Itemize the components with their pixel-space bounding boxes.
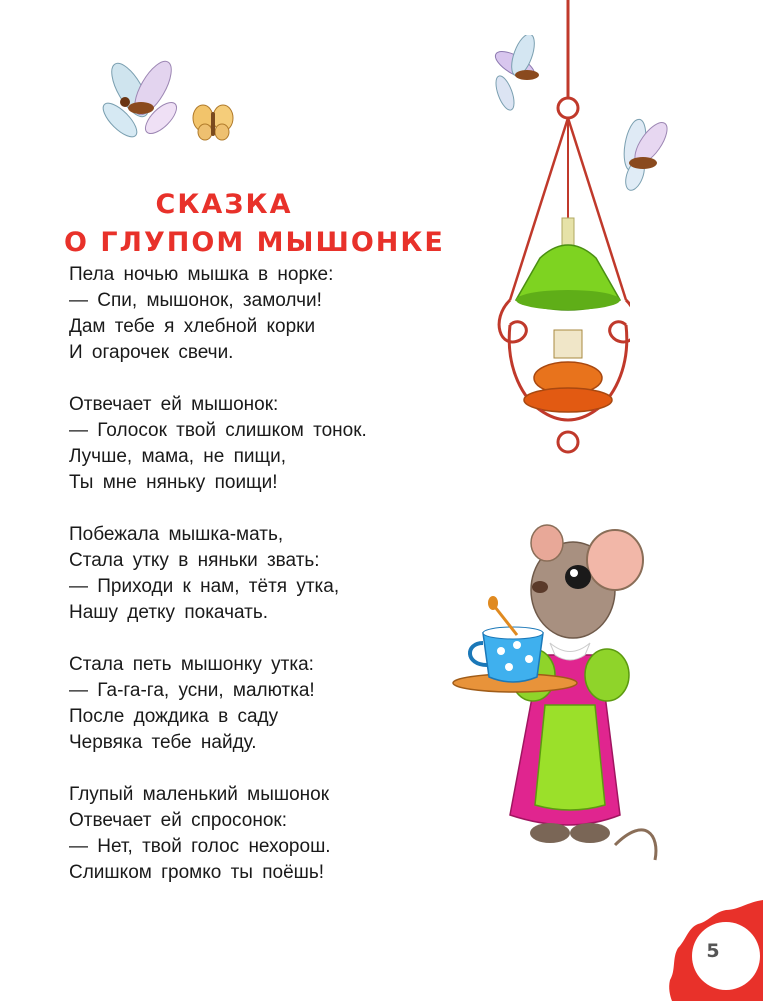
title-line-1: СКАЗКА xyxy=(155,189,293,220)
stanza-2 xyxy=(69,392,429,496)
stanza-1 xyxy=(69,262,429,366)
poem-line: После дождика в саду xyxy=(69,706,279,727)
poem-line: — Нет, твой голос нехорош. xyxy=(69,836,331,857)
poem-line: Побежала мышка-мать, xyxy=(69,524,284,545)
poem-line: Отвечает ей спросонок: xyxy=(69,810,287,831)
stanza-5 xyxy=(69,782,429,886)
poem-line: Нашу детку покачать. xyxy=(69,602,269,623)
poem-text xyxy=(69,262,429,912)
poem-line: Дам тебе я хлебной корки xyxy=(69,316,316,337)
poem-line: Слишком громко ты поёшь! xyxy=(69,862,325,883)
poem-line: И огарочек свечи. xyxy=(69,342,234,363)
hanging-lamp-icon xyxy=(480,0,630,470)
poem-line: Пела ночью мышка в норке: xyxy=(69,264,334,285)
mouse-with-teacup-icon xyxy=(445,515,675,880)
poem-line: Отвечает ей мышонок: xyxy=(69,394,279,415)
story-title xyxy=(64,186,445,262)
page-number: 5 xyxy=(706,940,720,962)
poem-line: — Спи, мышонок, замолчи! xyxy=(69,290,322,311)
poem-line: Глупый маленький мышонок xyxy=(69,784,330,805)
poem-line: — Га-га-га, усни, малютка! xyxy=(69,680,315,701)
poem-line: — Приходи к нам, тётя утка, xyxy=(69,576,340,597)
poem-line: Лучше, мама, не пищи, xyxy=(69,446,287,467)
stanza-3 xyxy=(69,522,429,626)
stanza-4 xyxy=(69,652,429,756)
poem-line: Червяка тебе найду. xyxy=(69,732,257,753)
poem-line: Стала петь мышонку утка: xyxy=(69,654,314,675)
butterflies-left-icon xyxy=(95,50,255,160)
poem-line: Ты мне няньку поищи! xyxy=(69,472,278,493)
poem-line: Стала утку в няньки звать: xyxy=(69,550,320,571)
poem-line: — Голосок твой слишком тонок. xyxy=(69,420,367,441)
title-line-2: О ГЛУПОМ МЫШОНКЕ xyxy=(64,227,445,258)
